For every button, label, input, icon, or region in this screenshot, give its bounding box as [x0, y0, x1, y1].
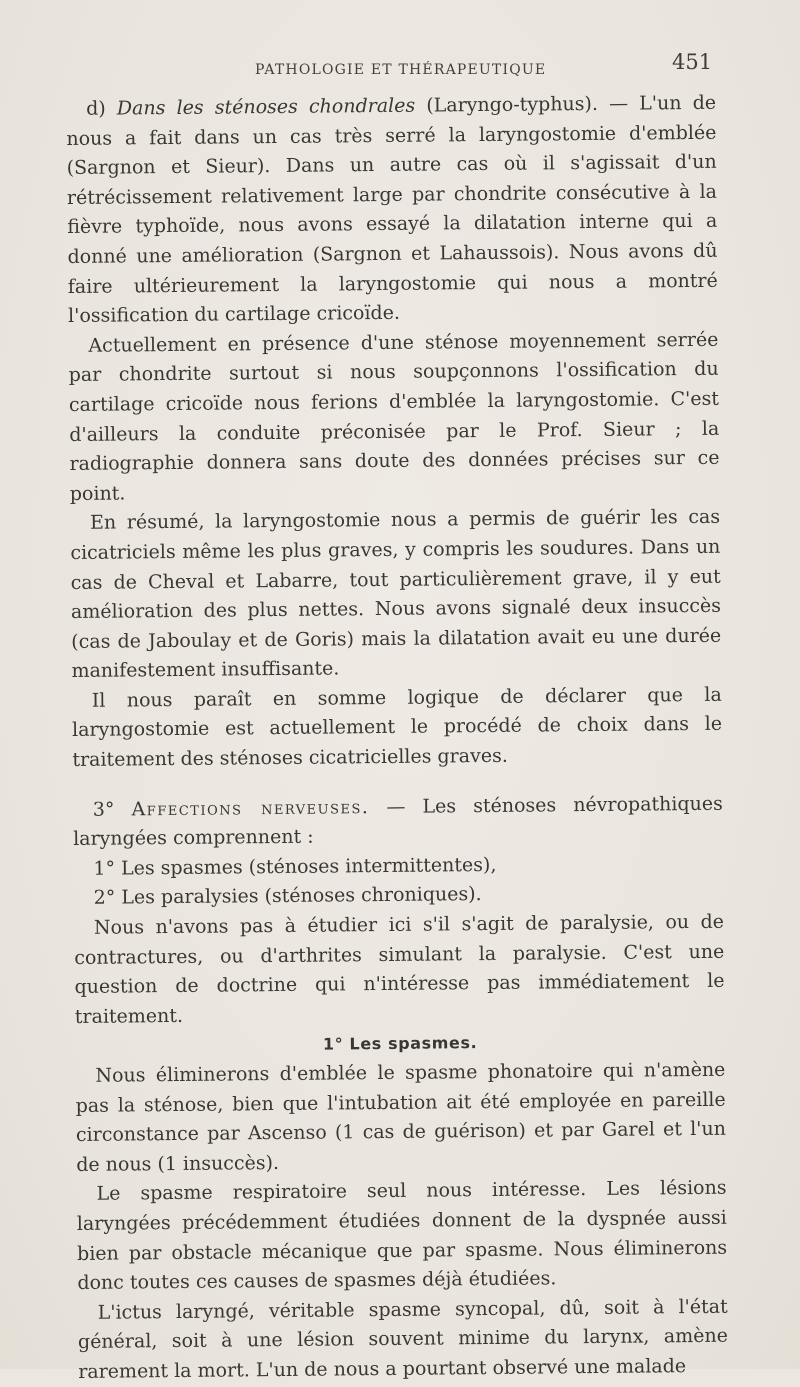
list-item-paralyses: 2° Les paralysies (sténoses chroniques). — [93, 883, 482, 910]
paragraph-phonatory-spasm: Nous éliminerons d'emblée le spasme phonatoire qui n'amène pas la sténose, bien que l'intubation ait été employée en pareille circonstance par Ascenso (1 cas de guérison) et par Garel et l'un de nous (1 insuccès). — [75, 1058, 727, 1176]
paragraph-laryngeal-ictus: L'ictus laryngé, véritable spasme syncopal, dû, soit à l'état général, soit à une lésion souvent minime du larynx, amène rarement la mort. L'un de nous a pourtant observé une malade — [77, 1295, 729, 1383]
running-title: PATHOLOGIE ET THÉRAPEUTIQUE — [255, 62, 547, 78]
paragraph-summary: En résumé, la laryngostomie nous a permis de guérir les cas cicatriciels même les plus graves, y compris les soudures. Dans un cas de Cheval et Labarre, tout particulièrement grave, il y eut amélioration des plus nettes. Nous avons signalé deux insuccès (cas de Jaboulay et de Goris) mais la dilatation avait eu une durée manifestement insuffisante. — [70, 506, 722, 683]
section-letter: d) — [86, 97, 117, 120]
paragraph-current-practice: Actuellement en présence d'une sténose moyennement serrée par chondrite surtout si nous soupçonnons l'ossification du cartilage cricoïde nous ferions d'emblée la laryngostomie. C'est d'ailleurs la conduite préconisée par le Prof. Sieur ; la radiographie donnera sans doute des données précises sur ce point. — [68, 328, 720, 505]
paragraph-conclusion: Il nous paraît en somme logique de déclarer que la laryngostomie est actuellement le procédé de choix dans le traitement des sténoses cicatricielles graves. — [71, 683, 723, 772]
section-title-italic: Dans les sténoses chondrales — [116, 94, 416, 120]
section-heading-spasms: 1° Les spasmes. — [322, 1033, 478, 1054]
paragraph-chondral-stenoses — [66, 89, 718, 332]
paragraph-text: — Les sténoses névropathiques laryngées comprennent : — [73, 792, 723, 851]
paragraph-text: (Laryngo-typhus). — L'un de nous a fait dans un cas très serré la laryngostomie d'emblée (Sargnon et Sieur). Dans un autre cas où il s'agissait d'un rétrécissement relativement large par chondrite consécutive à la fièvre typhoïde, nous avons essayé la dilatation interne qui a donné une amélioration (Sargnon et Lahaussois). Nous avons dû faire ultérieurement la laryngostomie qui nous a montré l'ossification du cartilage cricoïde. — [66, 91, 718, 328]
list-item-spasms: 1° Les spasmes (sténoses intermittentes), — [93, 853, 497, 880]
paragraph-respiratory-spasm: Le spasme respiratoire seul nous intéresse. Les lésions laryngées précédemment étudiées donnent de la dyspnée aussi bien par obstacle mécanique que par spasme. Nous éliminerons donc toutes ces causes de spasmes déjà étudiées. — [76, 1177, 728, 1295]
body-text — [66, 89, 728, 1387]
section-title-smallcaps: Affections nerveuses. — [131, 795, 370, 821]
page-number: 451 — [672, 50, 713, 74]
paragraph-nervous-affections — [73, 789, 724, 854]
paragraph-doctrine: Nous n'avons pas à étudier ici s'il s'agit de paralysie, ou de contractures, ou d'arthrites simulant la paralysie. C'est une question de doctrine qui n'intéresse pas immédiatement le traitement. — [74, 910, 725, 1028]
section-number: 3° — [92, 798, 132, 821]
